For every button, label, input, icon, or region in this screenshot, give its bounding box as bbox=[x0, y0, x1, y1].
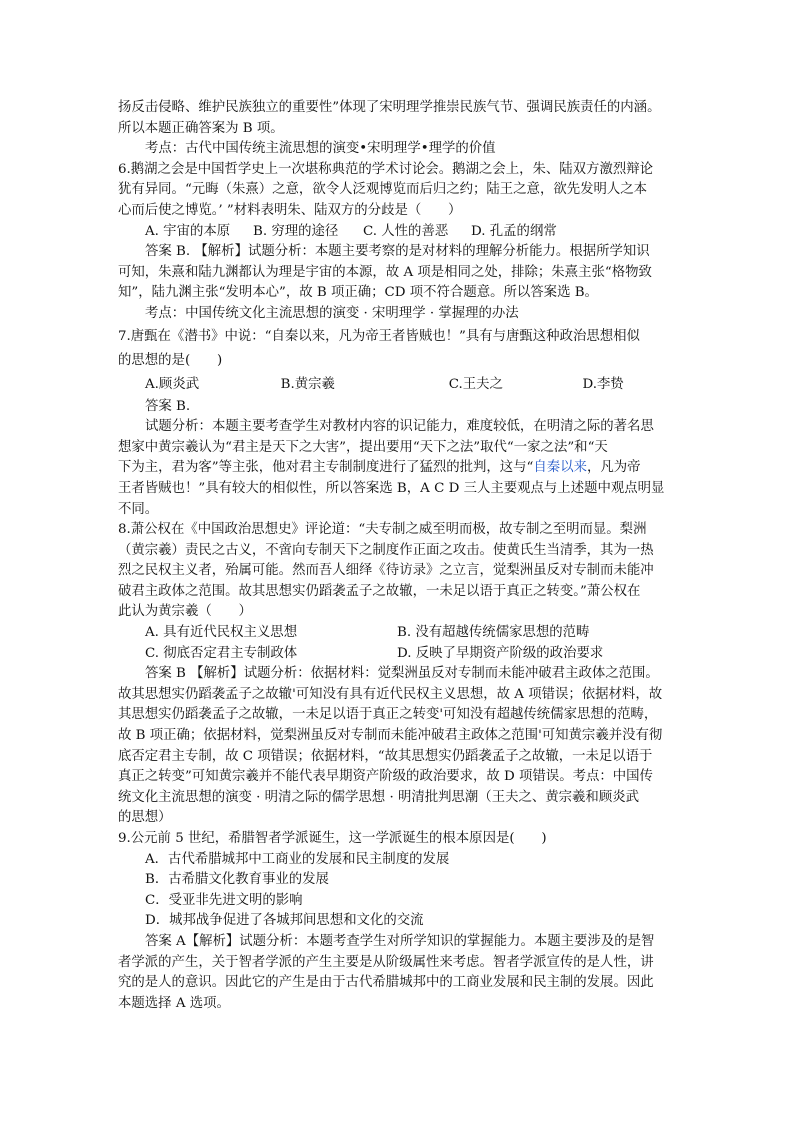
analysis-line bbox=[118, 458, 678, 479]
analysis-line: 本题选择 A 选项。 bbox=[118, 995, 230, 1011]
option-d: D.李贽 bbox=[582, 376, 624, 392]
analysis-line: 底否定君主专制，故 C 项错误；依据材料，“故其思想实仍蹈袭孟子之故辙，一未足以语于 bbox=[118, 748, 653, 764]
option-b: B．古希腊文化教育事业的发展 bbox=[145, 872, 329, 888]
answer-line: 答案 B. bbox=[145, 398, 191, 414]
option-c: C. 彻底否定君主专制政体 bbox=[145, 645, 298, 661]
question-8-stem: 此认为黄宗羲（ ） bbox=[118, 604, 252, 620]
answer-line: 答案 B. 【解析】试题分析：本题主要考察的是对材料的理解分析能力。根据所学知识 bbox=[145, 244, 650, 260]
analysis-line: 想家中黄宗羲认为“君主是天下之大害”，提出要用“天下之法”取代“一家之法”和“天 bbox=[118, 439, 608, 455]
exam-point: 考点：古代中国传统主流思想的演变•宋明理学•理学的价值 bbox=[145, 141, 496, 157]
analysis-line: 故 B 项正确；依据材料，觉梨洲虽反对专制而未能冲破君主政体之范围'可知黄宗羲并没有彻 bbox=[118, 728, 663, 744]
analysis-line: 者学派的产生，关于智者学派的产生主要是从阶级属性来考虑。智者学派宣传的是人性，讲 bbox=[118, 954, 654, 970]
option-c: C．受亚非先进文明的影响 bbox=[145, 892, 303, 908]
question-8-stem: （黄宗羲）责民之古义，不啻向专制天下之制度作正面之攻击。使黄氏生当清季，其为一热 bbox=[118, 542, 654, 558]
analysis-line: 统文化主流思想的演变 · 明清之际的儒学思想 · 明清批判思潮（王夫之、黄宗羲和顾炎武 bbox=[118, 789, 639, 805]
highlighted-quote: 自秦以来 bbox=[533, 460, 587, 476]
question-6-stem: 心而后使之博览。’ ”材料表明朱、陆双方的分歧是（ ） bbox=[118, 202, 462, 218]
option-d: D. 反映了早期资产阶级的政治要求 bbox=[397, 645, 604, 661]
option-c: C.王夫之 bbox=[448, 376, 503, 392]
analysis-text: 下为主，君为客”等主张，他对君主专制制度进行了猛烈的批判，这与“ bbox=[118, 460, 534, 476]
analysis-line: 故其思想实仍蹈袭孟子之故辙'可知没有具有近代民权主义思想，故 A 项错误；依据材料，故 bbox=[118, 686, 663, 702]
question-6-stem: 6.鹅湖之会是中国哲学史上一次堪称典范的学术讨论会。鹅湖之会上，朱、陆双方激烈辩论 bbox=[118, 161, 654, 177]
option-a: A. 具有近代民权主义思想 bbox=[145, 625, 298, 641]
question-7-stem: 7.唐甄在《潜书》中说：“自秦以来，凡为帝王者皆贼也！”具有与唐甄这种政治思想相似 bbox=[118, 328, 640, 344]
question-8-options-row bbox=[118, 644, 678, 665]
option-b: B. 没有超越传统儒家思想的范畴 bbox=[397, 625, 590, 641]
analysis-line: 究的是人的意识。因此它的产生是由于古代希腊城邦中的工商业发展和民主制的发展。因此 bbox=[118, 975, 654, 991]
paragraph-line: 扬反击侵略、维护民族独立的重要性”体现了宋明理学推崇民族气节、强调民族责任的内涵。 bbox=[118, 100, 661, 115]
option-b: B. 穷理的途径 bbox=[253, 223, 339, 239]
question-7-options bbox=[118, 373, 678, 397]
answer-line: 答案 B 【解析】试题分析：依据材料：觉梨洲虽反对专制而未能冲破君主政体之范围。 bbox=[145, 666, 659, 682]
document-body bbox=[118, 98, 678, 1014]
paragraph-line: 所以本题正确答案为 B 项。 bbox=[118, 120, 284, 136]
analysis-line: 不同。 bbox=[118, 501, 159, 517]
question-8-stem: 烈之民权主义者，殆属可能。然而吾人细绎《待访录》之立言，觉梨洲虽反对专制而未能冲 bbox=[118, 563, 654, 579]
question-8-stem: 8.萧公权在《中国政治思想史》评论道：“夫专制之威至明而极，故专制之至明而显。梨洲 bbox=[118, 522, 647, 538]
question-6-stem: 犹有异同。“元晦（朱熹）之意，欲令人泛观博览而后归之约；陆王之意，欲先发明人之本 bbox=[118, 182, 648, 198]
option-b: B.黄宗羲 bbox=[280, 376, 335, 392]
question-8-options-row bbox=[118, 623, 678, 644]
option-d: D．城邦战争促进了各城邦间思想和文化的交流 bbox=[145, 913, 424, 929]
question-6-options bbox=[118, 222, 678, 243]
analysis-line: 的思想） bbox=[118, 810, 172, 826]
question-8-stem: 破君主政体之范围。故其思想实仍蹈袭孟子之故辙，一未足以语于真正之转变。”萧公权在 bbox=[118, 583, 641, 599]
option-d: D. 孔孟的纲常 bbox=[471, 223, 557, 239]
analysis-line: 试题分析：本题主要考查学生对教材内容的识记能力，难度较低，在明清之际的著名思 bbox=[145, 419, 654, 435]
analysis-line: 其思想实仍蹈袭孟子之故辙，一未足以语于真正之转变'可知没有超越传统儒家思想的范畴， bbox=[118, 707, 658, 723]
option-a: A. 宇宙的本原 bbox=[145, 223, 231, 239]
analysis-line: 可知，朱熹和陆九渊都认为理是宇宙的本源，故 A 项是相同之处，排除；朱熹主张“格物致 bbox=[118, 264, 652, 280]
question-9-stem: 9.公元前 5 世纪，希腊智者学派诞生，这一学派诞生的根本原因是( ) bbox=[118, 831, 547, 846]
analysis-line: 真正之转变”可知黄宗羲并不能代表早期资产阶级的政治要求，故 D 项错误。考点：中国传 bbox=[118, 769, 653, 785]
option-c: C. 人性的善恶 bbox=[363, 223, 449, 239]
analysis-line: 知”，陆九渊主张“发明本心”，故 B 项正确；CD 项不符合题意。所以答案选 B。 bbox=[118, 285, 598, 301]
exam-point: 考点：中国传统文化主流思想的演变 · 宋明理学 · 掌握理的办法 bbox=[145, 305, 519, 321]
option-a: A．古代希腊城邦中工商业的发展和民主制度的发展 bbox=[145, 851, 450, 867]
option-a: A.顾炎武 bbox=[145, 376, 200, 392]
analysis-line: 王者皆贼也！”具有较大的相似性，所以答案选 B，A C D 三人主要观点与上述题中观点明显 bbox=[118, 480, 665, 496]
answer-line: 答案 A【解析】试题分析：本题考查学生对所学知识的掌握能力。本题主要涉及的是智 bbox=[145, 933, 655, 949]
analysis-text: ，凡为帝 bbox=[586, 460, 641, 476]
question-7-stem: 的思想的是( ) bbox=[118, 352, 223, 368]
